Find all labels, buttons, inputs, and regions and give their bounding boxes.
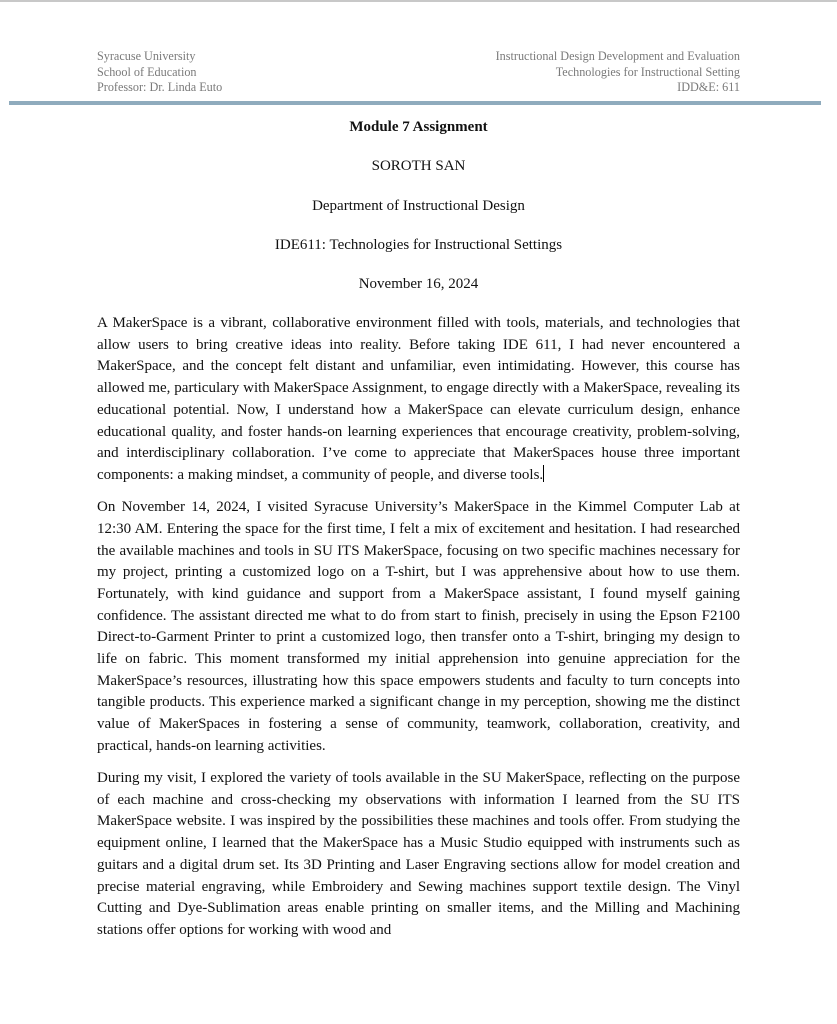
course-title: IDE611: Technologies for Instructional Settings xyxy=(274,236,563,253)
document-title: Module 7 Assignment xyxy=(349,119,488,135)
window-top-border xyxy=(0,0,837,2)
header-right-block xyxy=(496,49,740,96)
paragraph[interactable] xyxy=(97,313,740,487)
document-body[interactable] xyxy=(97,313,740,952)
paragraph-text: A MakerSpace is a vibrant, collaborative environment filled with tools, materials, and technologies that allow users to bring creative ideas into reality. Before taking IDE 611, I had never encountered a MakerSpace, and the concept felt distant and unfamiliar, even intimidating. However, this course has allowed me, particulary with MakerSpace Assignment, to engage directly with a MakerSpace, revealing its educational potential. Now, I understand how a MakerSpace can elevate curriculum design, enhance educational quality, and foster hands-on learning experiences that encourage creativity, problem-solving, and interdisciplinary collaboration. I’ve come to appreciate that MakerSpaces house three important components: a making mindset, a community of people, and diverse tools. xyxy=(97,315,740,483)
title-block xyxy=(97,116,740,312)
header-left-block xyxy=(97,49,222,96)
document-date: November 16, 2024 xyxy=(358,276,479,293)
paragraph[interactable] xyxy=(97,768,740,942)
paragraph-text: On November 14, 2024, I visited Syracuse University’s MakerSpace in the Kimmel Computer Lab at 12:30 AM. Entering the space for the first time, I felt a mix of excitement and hesitation. I had researched the available machines and tools in SU ITS MakerSpace, focusing on two specific machines necessary for my project, printing a customized logo on a T-shirt, but I was apprehensive about how to use them. Fortunately, with kind guidance and support from a MakerSpace assistant, I found myself gaining confidence. The assistant directed me what to do from start to finish, precisely in using the Epson F2100 Direct-to-Garment Printer to print a customized logo, then transfer onto a T-shirt, bringing my design to life on fabric. This moment transformed my initial apprehension into genuine appreciation for the MakerSpace’s resources, illustrating how this space empowers students and faculty to turn concepts into tangible products. This experience marked a significant change in my perception, showing me the distinct value of MakerSpaces in fostering a sense of community, teamwork, collaboration, creativity, and practical, hands-on learning activities. xyxy=(97,499,740,754)
header-course-code: IDD&E: 611 xyxy=(677,80,740,94)
header-school: School of Education xyxy=(97,64,197,79)
header-course-name: Technologies for Instructional Setting xyxy=(555,64,740,79)
paragraph-text: During my visit, I explored the variety of tools available in the SU MakerSpace, reflecting on the purpose of each machine and cross-checking my observations with information I learned from the SU ITS MakerSpace website. I was inspired by the possibilities these machines and tools offer. From studying the equipment online, I learned that the MakerSpace has a Music Studio equipped with instruments such as guitars and a digital drum set. Its 3D Printing and Laser Engraving sections allow for model creation and precise material engraving, while Embroidery and Sewing machines support textile design. The Vinyl Cutting and Dye-Sublimation areas enable printing on smaller items, and the Milling and Machining stations offer options for working with wood and xyxy=(97,770,740,938)
paragraph[interactable] xyxy=(97,497,740,757)
department: Department of Instructional Design xyxy=(312,197,525,214)
header-university: Syracuse University xyxy=(97,49,196,63)
header-professor: Professor: Dr. Linda Euto xyxy=(97,80,223,94)
header-divider xyxy=(9,101,821,105)
text-cursor xyxy=(543,465,544,482)
header-program: Instructional Design Development and Evaluation xyxy=(495,49,740,63)
author-name: SOROTH SAN xyxy=(371,158,466,175)
page-header xyxy=(97,49,740,97)
